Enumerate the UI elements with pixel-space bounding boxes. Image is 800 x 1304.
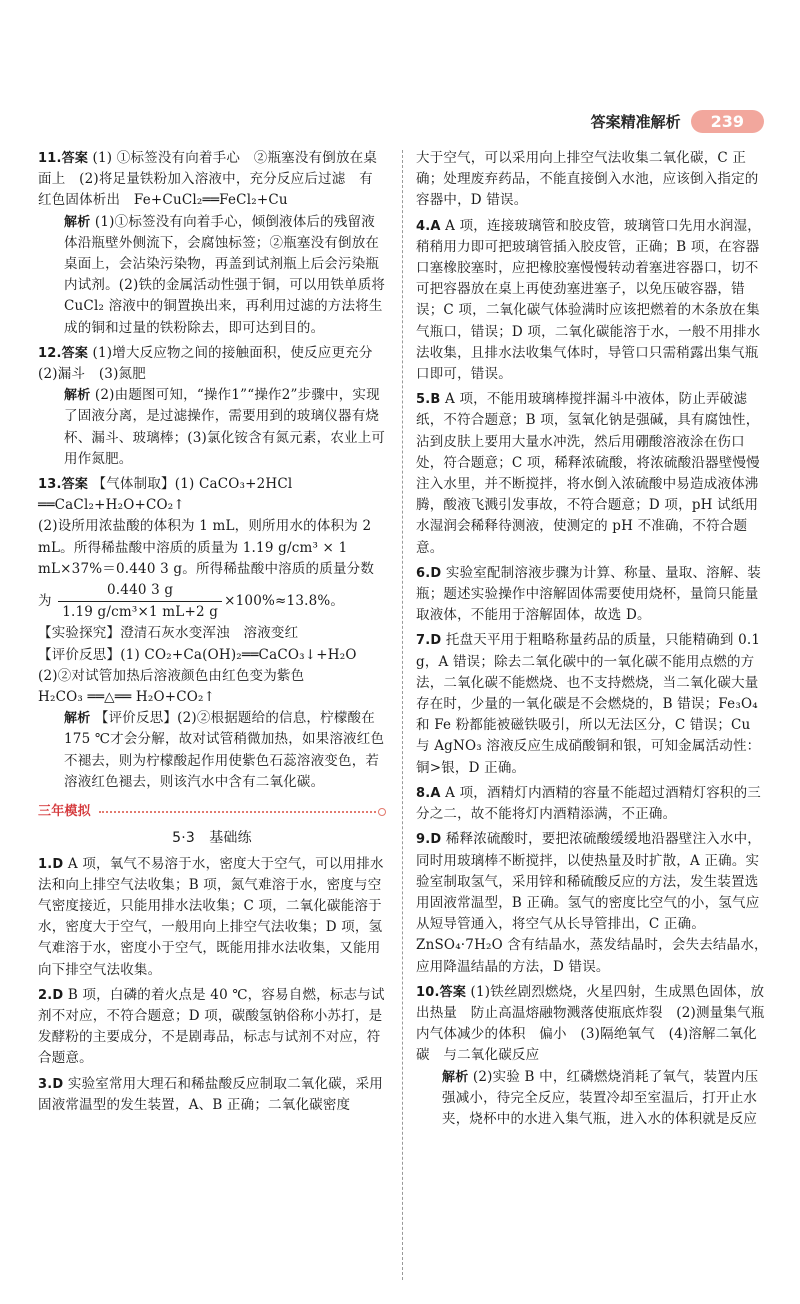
q13-line2-text: (2)设所用浓盐酸的体积为 1 mL，则所用水的体积为 2 mL。所得稀盐酸中溶质的质量为 1.19 g/cm³ × 1 mL×37%＝0.440 3 g。所得稀盐酸中溶质的质量分数为 <box>38 518 375 610</box>
q4-text: A 项，连接玻璃管和胶皮管，玻璃管口先用水润湿，稍稍用力即可把玻璃管插入胶皮管，正确；B 项，在容器口塞橡胶塞时，应把橡胶塞慢慢转动着塞进容器口，切不可把容器放在桌上再使劲塞进塞子，以免压破容器，错误；C 项，二氧化碳气体验满时应该把燃着的木条放在集气瓶口，错误；D 项，二氧化碳能溶于水，一般不用排水法收集，且排水法收集气体时，导管口只需稍露出集气瓶口即可，错误。 <box>416 217 761 383</box>
section-dotted-line <box>99 811 376 813</box>
section-dot-icon <box>378 808 386 816</box>
q1-number: 1.D <box>38 856 64 872</box>
q13-number: 13.答案 <box>38 477 89 493</box>
q12-jiexi: (2)由题图可知，“操作1”“操作2”步骤中，实现了固液分离，是过滤操作，需要用到的玻璃仪器有烧杯、漏斗、玻璃棒；(3)氯化铵含有氮元素，农业上可用作氮肥。 <box>64 387 386 467</box>
question-8 <box>416 783 768 825</box>
q13-fraction <box>58 580 222 623</box>
question-12 <box>38 343 386 470</box>
q6-number: 6.D <box>416 565 442 581</box>
q13-fraction-numerator: 0.440 3 g <box>58 580 222 602</box>
right-column <box>416 148 768 1134</box>
question-6 <box>416 563 768 627</box>
q9-number: 9.D <box>416 832 442 848</box>
q11-jiexi-label: 解析 <box>64 214 91 230</box>
q6-text: 实验室配制溶液步骤为计算、称量、量取、溶解、装瓶；题述实验操作中溶解固体需要使用烧杯，量筒只能量取液体，不能用于溶解固体，故选 D。 <box>416 564 761 624</box>
question-13 <box>38 474 386 793</box>
question-10 <box>416 982 768 1130</box>
q10-answer: (1)铁丝剧烈燃烧，火星四射，生成黑色固体，放出热量 防止高温熔融物溅落使瓶底炸裂 (2)测量集气瓶内气体减少的体积 偏小 (3)隔绝氧气 (4)溶解二氧化碳 与二氧化碳反应 <box>416 983 765 1064</box>
question-3-continued <box>416 148 768 212</box>
q3-text: 实验室常用大理石和稀盐酸反应制取二氧化碳，采用固液常温型的发生装置，A、B 正确；二氧化碳密度 <box>38 1075 383 1113</box>
q7-number: 7.D <box>416 633 442 649</box>
question-7 <box>416 630 768 778</box>
q13-line2 <box>38 516 386 623</box>
section-subtitle: 5·3 基础练 <box>172 830 252 847</box>
q2-text: B 项，白磷的着火点是 40 ℃，容易自燃，标志与试剂不对应，不符合题意；D 项，碳酸氢钠俗称小苏打，是发酵粉的主要成分，不是剧毒品，标志与试剂不对应，符合题意。 <box>38 986 385 1067</box>
q13-line3: 【实验探究】澄清石灰水变浑浊 溶液变红 <box>38 625 299 642</box>
q5-number: 5.B <box>416 392 441 408</box>
question-4 <box>416 216 768 386</box>
q13-jiexi: 【评价反思】(2)②根据题给的信息，柠檬酸在 175 ℃才会分解，故对试管稍微加热，如果溶液红色不褪去，则为柠檬酸起作用使紫色石蕊溶液变色，若溶液红色褪去，则该汽水中含有二氧化碳。 <box>64 710 385 790</box>
q11-answer: (1) ①标签没有向着手心 ②瓶塞没有倒放在桌面上 (2)将足量铁粉加入溶液中，充分反应后过滤 有红色固体析出 Fe+CuCl₂══FeCl₂+Cu <box>38 150 378 209</box>
q13-line1: 【气体制取】(1) CaCO₃+2HCl ══CaCl₂+H₂O+CO₂↑ <box>38 476 293 514</box>
q7-text: 托盘天平用于粗略称量药品的质量，只能精确到 0.1 g，A 错误；除去二氧化碳中的一氧化碳不能用点燃的方法，二氧化碳不能燃烧、也不支持燃烧，当二氧化碳大量存在时，少量的一氧化碳是不会燃烧的，B 错误；Fe₃O₄ 和 Fe 粉都能被磁铁吸引，所以无法区分，C 错误；Cu 与 AgNO₃ 溶液反应生成硝酸铜和银，可知金属活动性：铜>银，D 正确。 <box>416 632 761 776</box>
page-header <box>591 110 764 133</box>
section-header <box>38 801 386 822</box>
q13-line6: H₂CO₃ ══△══ H₂O+CO₂↑ <box>38 689 216 706</box>
q4-number: 4.A <box>416 218 441 234</box>
q8-number: 8.A <box>416 785 441 801</box>
question-9 <box>416 829 768 977</box>
q2-number: 2.D <box>38 987 64 1003</box>
q12-number: 12.答案 <box>38 345 89 361</box>
q10-number: 10.答案 <box>416 984 467 1000</box>
q10-jiexi-label: 解析 <box>442 1069 469 1085</box>
q13-line4: 【评价反思】(1) CO₂+Ca(OH)₂══CaCO₃↓+H₂O <box>38 646 357 663</box>
q8-text: A 项，酒精灯内酒精的容量不能超过酒精灯容积的三分之二，故不能将灯内酒精添满，不正确。 <box>416 784 761 823</box>
q3-number: 3.D <box>38 1076 64 1092</box>
question-5 <box>416 389 768 559</box>
question-2 <box>38 985 386 1070</box>
q10-jiexi: (2)实验 B 中，红磷燃烧消耗了氧气，装置内压强减小，待完全反应，装置冷却至室温后，打开止水夹，烧杯中的水进入集气瓶，进入水的体积就是反应 <box>442 1068 759 1127</box>
question-3 <box>38 1074 386 1116</box>
page-number: 239 <box>691 110 764 133</box>
q11-jiexi: (1)①标签没有向着手心，倾倒液体后的残留液体沿瓶壁外侧流下，会腐蚀标签；②瓶塞没有倒放在桌面上，会沾染污染物，再盖到试剂瓶上后会污染瓶内试剂。(2)铁的金属活动性强于铜，可以用铁单质将 CuCl₂ 溶液中的铜置换出来，再利用过滤的方法将生成的铜和过量的铁粉除去，即可达到目的。 <box>64 213 386 336</box>
q13-fraction-denominator: 1.19 g/cm³×1 mL+2 g <box>62 604 219 621</box>
q5-text: A 项，不能用玻璃棒搅拌漏斗中液体，防止弄破滤纸，不符合题意；B 项，氢氧化钠是强碱，具有腐蚀性，沾到皮肤上要用大量水冲洗，然后用硼酸溶液涂在伤口处，符合题意；C 项，稀释浓硫酸，将浓硫酸沿器壁慢慢注入水里，并不断搅拌，将水倒入浓硫酸中易造成液体沸腾，酸液飞溅引发事故，不符合题意；D 项，pH 试纸用水湿润会稀释待测液，使测定的 pH 不准确，不符合题意。 <box>416 391 760 556</box>
q13-line5: (2)②对试管加热后溶液颜色由红色变为紫色 <box>38 667 305 684</box>
q13-fraction-tail: ×100%≈13.8%。 <box>224 593 345 610</box>
left-column <box>38 148 386 1120</box>
question-11 <box>38 148 386 339</box>
q13-jiexi-label: 解析 <box>64 711 91 727</box>
q12-jiexi-label: 解析 <box>64 388 91 404</box>
q12-answer: (1)增大反应物之间的接触面积，使反应更充分 (2)漏斗 (3)氮肥 <box>38 344 387 383</box>
q9-text: 稀释浓硫酸时，要把浓硫酸缓缓地沿器壁注入水中，同时用玻璃棒不断搅拌，以使热量及时扩散，A 正确。实验室制取氢气，采用锌和稀硫酸反应的方法，发生装置选用固液常温型，B 正确。氢气的密度比空气的小，氢气应从短导管通入，将空气从长导管排出，C 正确。ZnSO₄·7H₂O 含有结晶水，蒸发结晶时，会失去结晶水，应用降温结晶的方法，D 错误。 <box>416 831 768 975</box>
question-1 <box>38 854 386 981</box>
header-label: 答案精准解析 <box>590 113 681 131</box>
column-divider <box>402 150 403 1280</box>
q1-text: A 项，氧气不易溶于水，密度大于空气，可以用排水法和向上排空气法收集；B 项，氮气难溶于水，密度与空气密度接近，只能用排水法收集；C 项，二氧化碳能溶于水，密度大于空气，一般用向上排空气法收集；D 项，氢气难溶于水，密度小于空气，既能用排水法收集，又能用向下排空气法收集。 <box>38 855 384 978</box>
q3-continued-text: 大于空气，可以采用向上排空气法收集二氧化碳，C 正确；处理废弃药品，不能直接倒入水池，应该倒入指定的容器中，D 错误。 <box>416 150 759 209</box>
section-title: 三年模拟 <box>38 804 91 820</box>
q11-number: 11.答案 <box>38 151 89 166</box>
